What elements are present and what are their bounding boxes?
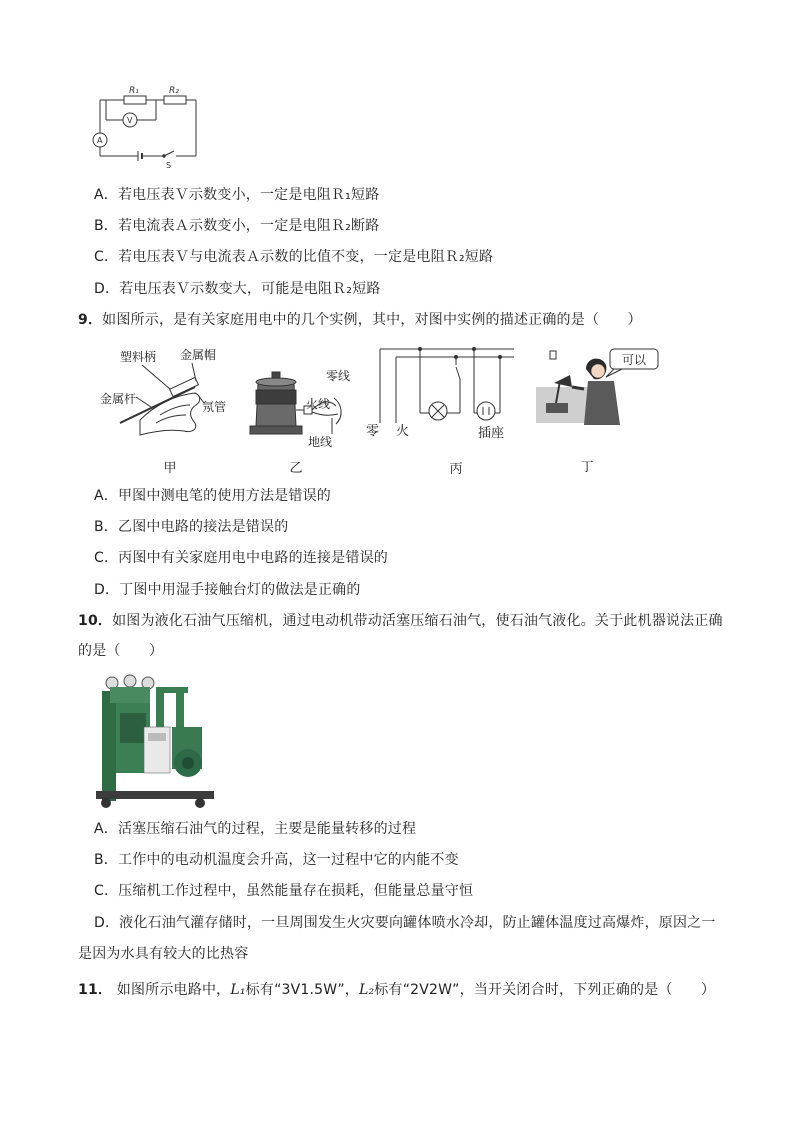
q8-option-b: B．若电流表Ａ示数变小，一定是电阻Ｒ₂断路 xyxy=(94,218,380,234)
jia-metal-cap-label: 金属帽 xyxy=(180,348,217,362)
q8-option-a: A．若电压表Ｖ示数变小，一定是电阻Ｒ₁短路 xyxy=(94,187,380,203)
q11-l2: L₂ xyxy=(358,982,375,998)
voltmeter-label: V xyxy=(127,116,133,125)
q10-stem-text-1: 如图为液化石油气压缩机，通过电动机带动活塞压缩石油气，使石油气液化。关于此机器说法正确 xyxy=(112,613,723,629)
figure-jia-test-pen xyxy=(100,345,240,440)
q10-option-d: D．液化石油气灌存储时，一旦周围发生火灾要向罐体喷水冷却，防止罐体温度过高爆炸，原因之一 xyxy=(94,915,716,931)
bing-neutral-label: 零 xyxy=(366,424,380,439)
jia-metal-rod-label: 金属杆 xyxy=(100,392,137,406)
q11-stem-a: 如图所示电路中， xyxy=(116,982,231,998)
q11-stem-c: 标有“2V2W”，当开关闭合时，下列正确的是（ ） xyxy=(374,982,716,998)
q9-stem-text: 如图所示，是有关家庭用电中的几个实例，其中，对图中实例的描述正确的是（ ） xyxy=(102,312,642,328)
q11-stem-b: 标有“3V1.5W”， xyxy=(245,982,359,998)
q9-stem xyxy=(78,310,642,330)
q9-option-a: A．甲图中测电笔的使用方法是错误的 xyxy=(94,488,331,504)
bing-caption: 丙 xyxy=(449,462,463,477)
q9-option-c: C．丙图中有关家庭用电中电路的连接是错误的 xyxy=(94,550,388,566)
yi-ground-label: 地线 xyxy=(308,435,333,449)
q11-stem xyxy=(78,980,715,1000)
figure-ding-lamp xyxy=(536,347,666,429)
bing-live-label: 火 xyxy=(396,424,410,439)
q10-stem-line1 xyxy=(78,611,723,631)
r2-label: R₂ xyxy=(169,86,179,96)
q9-option-d: D．丁图中用湿手接触台灯的做法是正确的 xyxy=(94,582,361,598)
yi-caption: 乙 xyxy=(289,461,303,476)
ammeter-label: A xyxy=(97,136,103,145)
q9-number: 9． xyxy=(78,312,103,328)
yi-neutral-label: 零线 xyxy=(326,369,351,383)
figure-yi-appliance xyxy=(246,360,366,450)
jia-plastic-handle-label: 塑料柄 xyxy=(120,350,157,364)
yi-live-label: 火线 xyxy=(306,397,331,411)
jia-caption: 甲 xyxy=(163,461,177,476)
q11-number: 11． xyxy=(78,982,113,998)
q8-option-d: D．若电压表Ｖ示数变大，可能是电阻Ｒ₂短路 xyxy=(94,281,381,297)
jia-neon-tube-label: 氖管 xyxy=(202,400,227,414)
figure-bing-wiring xyxy=(360,343,520,443)
q11-l1: L₁ xyxy=(230,982,246,998)
ding-caption: 丁 xyxy=(580,460,594,475)
q10-option-a: A．活塞压缩石油气的过程，主要是能量转移的过程 xyxy=(94,821,417,837)
q8-option-c: C．若电压表Ｖ与电流表Ａ示数的比值不变，一定是电阻Ｒ₂短路 xyxy=(94,249,494,265)
q10-stem-line2: 的是（ ） xyxy=(78,643,164,659)
q9-option-b: B．乙图中电路的接法是错误的 xyxy=(94,519,289,535)
q10-option-d-cont: 是因为水具有较大的比热容 xyxy=(78,946,249,962)
r1-label: R₁ xyxy=(129,86,139,96)
ding-speech-label: 可以 xyxy=(622,353,647,367)
q10-number: 10． xyxy=(78,613,113,629)
switch-label: S xyxy=(166,161,172,170)
figure-compressor xyxy=(96,673,222,811)
q10-option-c: C．压缩机工作过程中，虽然能量存在损耗，但能量总量守恒 xyxy=(94,883,474,899)
circuit-diagram-q8 xyxy=(88,80,208,170)
bing-socket-label: 插座 xyxy=(478,426,505,441)
q10-option-b: B．工作中的电动机温度会升高，这一过程中它的内能不变 xyxy=(94,852,459,868)
